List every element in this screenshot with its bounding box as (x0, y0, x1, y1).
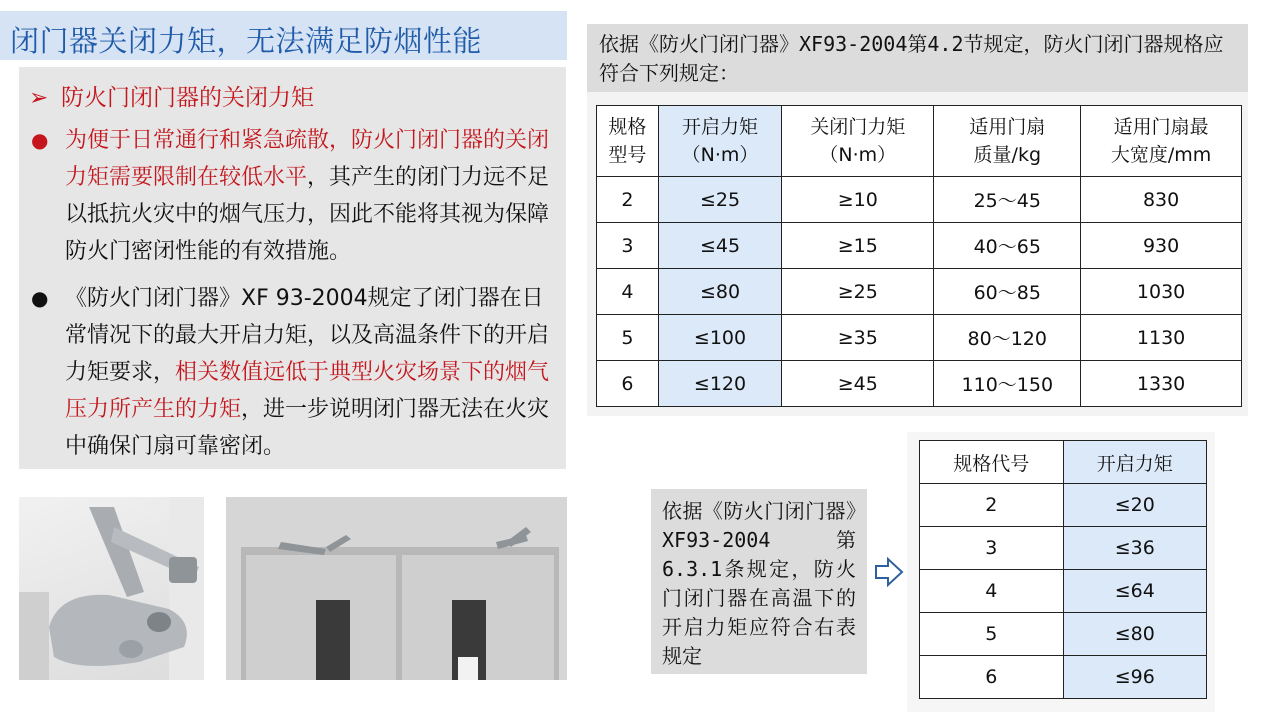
table-cell: ≤80 (658, 269, 781, 315)
bullet-dot-icon: ● (31, 286, 49, 310)
table-cell: 930 (1081, 223, 1242, 269)
table-cell: ≥45 (782, 361, 934, 407)
table-cell: ≤100 (658, 315, 781, 361)
bullet-2-text-start: 《防火门闭门器》XF 93-2004规定了闭门器在日常情况下的最大开启力矩，以及高温条件下的开启力矩要求， (65, 286, 550, 385)
header-door-width: 适用门扇最 大宽度/mm (1081, 106, 1242, 177)
table-cell: ≤64 (1063, 570, 1207, 613)
header-model: 规格 型号 (597, 106, 659, 177)
table-cell: ≥25 (782, 269, 934, 315)
sub-heading-text: 防火门闭门器的关闭力矩 (61, 85, 314, 111)
table-row (597, 315, 1242, 361)
table-cell: ≤25 (658, 177, 781, 223)
header-opening-torque: 开启力矩 (1063, 441, 1207, 484)
table-cell: ≤80 (1063, 613, 1207, 656)
table-cell: ≥15 (782, 223, 934, 269)
bullet-2-highlight: 相关数值远低于典型火灾场景下的烟气压力所产生的力矩 (65, 360, 550, 422)
table-header-row (597, 106, 1242, 177)
table-cell: 25～45 (934, 177, 1081, 223)
spec-note-4-2: 依据《防火门闭门器》XF93-2004第4.2节规定，防火门闭门器规格应符合下列规定： (587, 24, 1248, 92)
high-temp-table-container (907, 432, 1215, 712)
table-row (920, 570, 1207, 613)
fire-door-photo (226, 497, 567, 680)
table-cell: 4 (920, 570, 1064, 613)
table-cell: 3 (597, 223, 659, 269)
table-cell: ≤36 (1063, 527, 1207, 570)
header-spec-code: 规格代号 (920, 441, 1064, 484)
door-closer-photo (19, 497, 204, 680)
table-row (920, 613, 1207, 656)
table-cell: 5 (597, 315, 659, 361)
table-row (920, 484, 1207, 527)
table-cell: ≥10 (782, 177, 934, 223)
table-cell: 830 (1081, 177, 1242, 223)
table-cell: ≥35 (782, 315, 934, 361)
table-cell: 3 (920, 527, 1064, 570)
sub-heading (29, 79, 314, 112)
header-closing-torque: 关闭门力矩 （N·m） (782, 106, 934, 177)
table-cell: 1130 (1081, 315, 1242, 361)
left-text-panel (19, 67, 566, 469)
table-cell: 6 (597, 361, 659, 407)
table-row (597, 177, 1242, 223)
header-opening-torque: 开启力矩 （N·m） (658, 106, 781, 177)
table-cell: 110～150 (934, 361, 1081, 407)
table-row (920, 527, 1207, 570)
table-cell: 5 (920, 613, 1064, 656)
arrow-bullet-icon: ➢ (29, 85, 49, 111)
right-arrow-icon (874, 556, 904, 588)
header-door-mass: 适用门扇 质量/kg (934, 106, 1081, 177)
bullet-2-text-end: ，进一步说明闭门器无法在火灾中确保门扇可靠密闭。 (65, 397, 550, 459)
table-cell: ≤120 (658, 361, 781, 407)
table-row (597, 269, 1242, 315)
table-row (597, 361, 1242, 407)
table-cell: 4 (597, 269, 659, 315)
fire-door-illustration (226, 497, 567, 680)
spec-table-container (587, 92, 1248, 416)
bullet-1-highlight: 为便于日常通行和紧急疏散，防火门闭门器的关闭力矩需要限制在较低水平 (65, 128, 550, 190)
table-cell: ≤45 (658, 223, 781, 269)
closer-spec-table (596, 105, 1242, 407)
table-header-row (920, 441, 1207, 484)
table-cell: 60～85 (934, 269, 1081, 315)
table-cell: 2 (920, 484, 1064, 527)
table-row (597, 223, 1242, 269)
table-cell: ≤20 (1063, 484, 1207, 527)
table-cell: 80～120 (934, 315, 1081, 361)
page-title: 闭门器关闭力矩，无法满足防烟性能 (10, 24, 483, 58)
door-closer-illustration (19, 497, 204, 680)
table-cell: ≤96 (1063, 656, 1207, 699)
table-row (920, 656, 1207, 699)
high-temp-torque-table (919, 440, 1207, 699)
table-cell: 1330 (1081, 361, 1242, 407)
table-cell: 40～65 (934, 223, 1081, 269)
spec-note-6-3-1: 依据《防火门闭门器》XF93-2004 第6.3.1条规定，防火门闭门器在高温下的开启力矩应符合右表规定 (651, 489, 867, 674)
table-cell: 6 (920, 656, 1064, 699)
title-bar (0, 11, 567, 60)
table-cell: 2 (597, 177, 659, 223)
bullet-paragraph-1 (31, 122, 560, 270)
table-cell: 1030 (1081, 269, 1242, 315)
bullet-paragraph-2 (31, 280, 560, 465)
bullet-1-text: ，其产生的闭门力远不足以抵抗火灾中的烟气压力，因此不能将其视为保障防火门密闭性能的有效措施。 (65, 165, 550, 264)
bullet-dot-icon: ● (31, 128, 49, 152)
